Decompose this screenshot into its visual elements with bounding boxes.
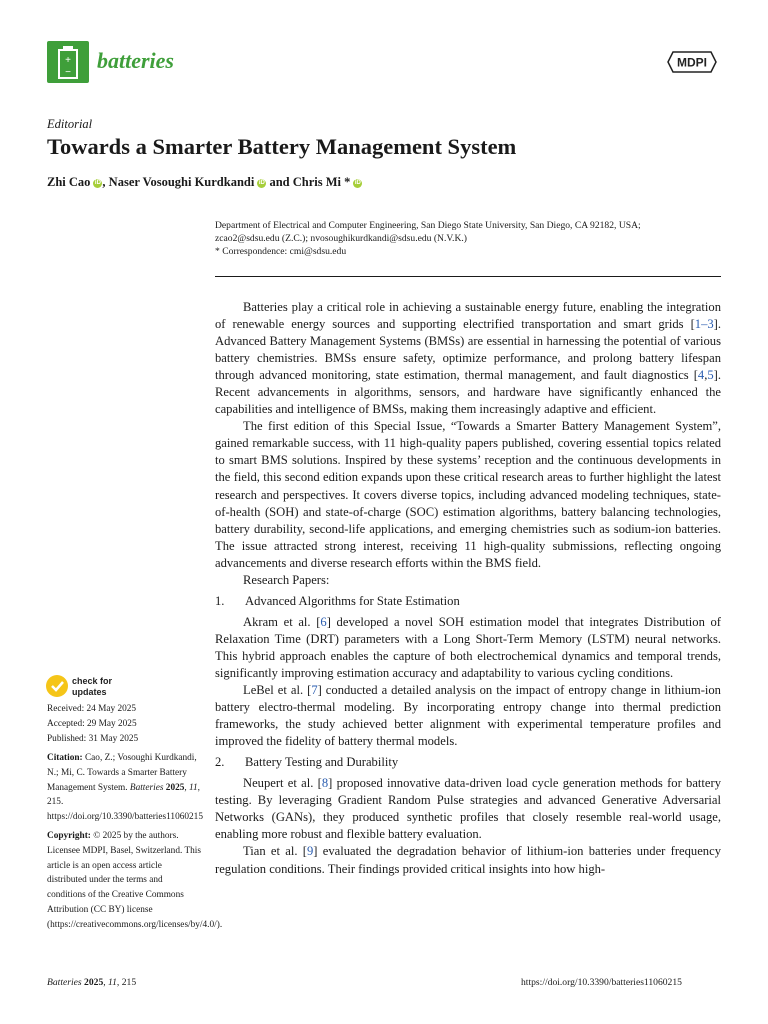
orcid-icon[interactable]: iD — [258, 180, 265, 186]
svg-text:−: − — [65, 67, 71, 78]
citation-link[interactable]: 9 — [307, 844, 314, 859]
affiliation-line: Department of Electrical and Computer Engineering, San Diego State University, San Diego, CA 92182, USA; — [215, 220, 641, 231]
svg-text:updates: updates — [72, 687, 107, 697]
journal-logo — [47, 41, 89, 83]
orcid-icon[interactable]: iD — [354, 180, 361, 186]
check-updates-icon — [46, 675, 68, 697]
received-date: Received: 24 May 2025 — [47, 704, 137, 714]
paragraph: The first edition of this Special Issue, “Towards a Smarter Battery Management System”, gained remarkable success, with 11 high-quality papers published, covering essential topics related to smart BMS solutions. Inspired by these systems’ reception and the continuous developments in the field, this second edition expands upon these critical research areas to further highlight the latest research and perspectives. It covers diverse topics, including advanced modeling techniques, state-of-health (SOH) and state-of-charge (SOC) estimation algorithms, battery balancing technologies, battery durability, second-life applications, and emerging chemistries such as sodium-ion batteries. The issue attracted strong interest, receiving 11 high-quality submissions, reflecting ongoing advancements and diverse research efforts within the BMS field. — [215, 419, 721, 570]
svg-text:+: + — [65, 55, 71, 66]
affiliations — [215, 219, 725, 258]
paragraph: Neupert et al. [8] proposed innovative data-driven load cycle generation methods for battery testing. By leveraging Gradient Random Pulse strategies and advanced Generative Adversarial Networks (GANs), they produced synthetic profiles that closely resemble real-world usage, enabling more robust and flexible battery evaluation. — [215, 776, 721, 842]
copyright-block: Copyright: © 2025 by the authors. Licensee MDPI, Basel, Switzerland. This article is an open access article distributed under the terms and conditions of the Creative Commons Attribution (CC BY) license (https://creativecommons.org/licenses/by/4.0/). — [47, 831, 223, 930]
svg-text:MDPI: MDPI — [677, 55, 707, 70]
orcid-icon[interactable]: iD — [94, 180, 101, 186]
journal-name: batteries — [97, 48, 174, 73]
citation-link[interactable]: 5 — [707, 368, 714, 383]
citation-link[interactable]: 7 — [311, 683, 318, 698]
divider — [215, 276, 721, 277]
citation-block: Citation: Cao, Z.; Vosoughi Kurdkandi, N.; Mi, C. Towards a Smarter Battery Management System. Batteries 2025, 11, 215. https://doi.org/10.3390/batteries11060215 — [47, 753, 203, 823]
battery-icon — [47, 41, 89, 83]
citation-link[interactable]: 8 — [321, 776, 329, 791]
citation-link[interactable]: 6 — [320, 614, 327, 629]
affiliation-line: zcao2@sdsu.edu (Z.C.); nvosoughikurdkandi@sdsu.edu (N.V.K.) — [215, 233, 467, 244]
check-for-updates-button[interactable] — [45, 673, 145, 699]
article-body — [215, 299, 721, 878]
article-type: Editorial — [47, 117, 93, 131]
article-title: Towards a Smarter Battery Management System — [47, 134, 517, 159]
section-heading: 1. Advanced Algorithms for State Estimation — [215, 593, 460, 608]
paragraph: Research Papers: — [243, 572, 330, 587]
footer-doi-link[interactable]: https://doi.org/10.3390/batteries11060215 — [521, 977, 682, 988]
correspondence-line: * Correspondence: cmi@sdsu.edu — [215, 246, 347, 257]
author-name[interactable]: Zhi Cao — [47, 175, 91, 189]
citation-link[interactable]: 1–3 — [694, 317, 714, 332]
svg-text:check for: check for — [72, 676, 113, 686]
paragraph: Tian et al. [9] evaluated the degradation behavior of lithium-ion batteries under frequency regulation conditions. Their findings provided critical insights into how high- — [215, 844, 721, 876]
paragraph: Batteries play a critical role in achieving a sustainable energy future, enabling the integration of renewable energy sources and supporting electrified transportation and smart grids [1–3]. Advanced Battery Management Systems (BMSs) are essential in harnessing the potential of various battery chemistries. BMSs ensure safety, optimize performance, and prolong battery lifespan through advanced monitoring, state estimation, thermal management, and fault diagnostics [4,5]. Recent advancements in algorithms, sensors, and hardware have significantly enhanced the capabilities and intelligence of BMSs, making them increasingly adaptive and efficient. — [215, 300, 721, 417]
author-list: Zhi Cao iD , Naser Vosoughi Kurdkandi iD and Chris Mi * iD — [47, 175, 361, 189]
footer-citation: Batteries 2025, 11, 215 — [47, 977, 137, 988]
publication-dates — [47, 702, 202, 746]
paragraph: Akram et al. [6] developed a novel SOH estimation model that integrates Distribution of Relaxation Time (DRT) parameters with a Long Short-Term Memory (LSTM) neural networks. This hybrid approach enables the capture of both electrochemical dynamics and temporal trends, significantly improving estimation accuracy and adaptability to various cycling conditions. — [215, 614, 721, 680]
author-name[interactable]: Naser Vosoughi Kurdkandi — [108, 175, 255, 189]
accepted-date: Accepted: 29 May 2025 — [47, 718, 137, 729]
mdpi-logo — [664, 50, 720, 74]
section-heading: 2. Battery Testing and Durability — [215, 755, 399, 770]
author-name[interactable]: Chris Mi — [292, 175, 342, 189]
paragraph: LeBel et al. [7] conducted a detailed analysis on the impact of entropy change in lithium-ion battery electro-thermal modeling. By incorporating entropy change into thermal prediction frameworks, the study achieved better alignment with experimental temperature profiles and improved the fidelity of battery thermal models. — [215, 683, 721, 749]
published-date: Published: 31 May 2025 — [47, 733, 139, 744]
citation-link[interactable]: 4 — [697, 368, 705, 383]
